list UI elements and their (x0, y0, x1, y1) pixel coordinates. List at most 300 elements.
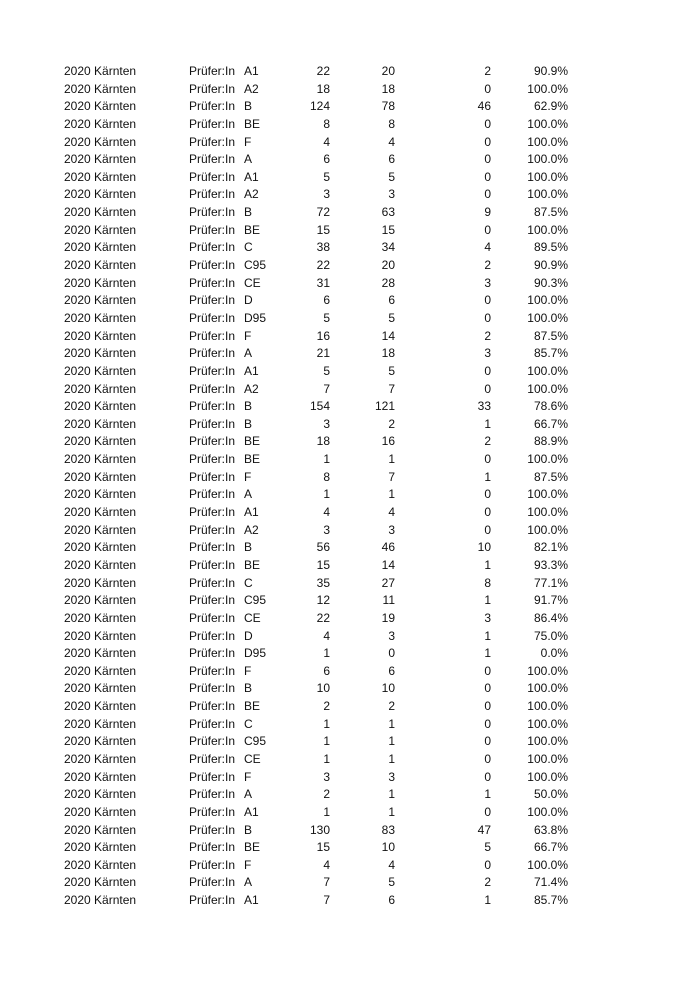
pass-rate-cell: 85.7% (533, 893, 568, 908)
role-cell: Prüfer:In (189, 222, 236, 237)
count-failed-cell: 0 (484, 381, 491, 396)
role-cell: Prüfer:In (189, 169, 236, 184)
data-table (0, 63, 700, 910)
count-total-cell: 8 (323, 469, 330, 484)
class-cell: B (244, 99, 253, 114)
count-failed-cell: 1 (484, 557, 491, 572)
count-failed-cell: 3 (484, 346, 491, 361)
count-failed-cell: 2 (484, 328, 491, 343)
role-cell: Prüfer:In (189, 787, 236, 802)
count-total-cell: 5 (323, 363, 330, 378)
place-cell: 2020 Kärnten (64, 540, 137, 555)
class-cell: A2 (244, 81, 259, 96)
pass-rate-cell: 0.0% (540, 646, 568, 661)
count-passed-cell: 3 (388, 628, 395, 643)
class-cell: F (244, 469, 252, 484)
class-cell: C95 (244, 258, 267, 273)
count-failed-cell: 0 (484, 769, 491, 784)
count-total-cell: 10 (316, 681, 330, 696)
place-cell: 2020 Kärnten (64, 787, 137, 802)
table-row (0, 63, 700, 81)
count-failed-cell: 0 (484, 522, 491, 537)
place-cell: 2020 Kärnten (64, 628, 137, 643)
role-cell: Prüfer:In (189, 840, 236, 855)
role-cell: Prüfer:In (189, 575, 236, 590)
count-passed-cell: 46 (381, 540, 395, 555)
count-failed-cell: 0 (484, 699, 491, 714)
role-cell: Prüfer:In (189, 699, 236, 714)
place-cell: 2020 Kärnten (64, 134, 137, 149)
count-failed-cell: 1 (484, 893, 491, 908)
table-row (0, 557, 700, 575)
pass-rate-cell: 100.0% (527, 81, 568, 96)
class-cell: D (244, 293, 253, 308)
count-total-cell: 18 (316, 81, 330, 96)
count-failed-cell: 1 (484, 646, 491, 661)
count-failed-cell: 0 (484, 505, 491, 520)
pass-rate-cell: 100.0% (527, 699, 568, 714)
table-row (0, 592, 700, 610)
count-total-cell: 35 (316, 575, 330, 590)
table-row (0, 804, 700, 822)
count-passed-cell: 1 (388, 751, 395, 766)
role-cell: Prüfer:In (189, 434, 236, 449)
place-cell: 2020 Kärnten (64, 64, 137, 78)
count-total-cell: 18 (316, 434, 330, 449)
role-cell: Prüfer:In (189, 681, 236, 696)
class-cell: A (244, 875, 253, 890)
class-cell: C (244, 240, 253, 255)
place-cell: 2020 Kärnten (64, 416, 137, 431)
count-total-cell: 38 (316, 240, 330, 255)
class-cell: CE (244, 610, 261, 625)
role-cell: Prüfer:In (189, 381, 236, 396)
table-row (0, 169, 700, 187)
pass-rate-cell: 100.0% (527, 751, 568, 766)
role-cell: Prüfer:In (189, 857, 236, 872)
class-cell: BE (244, 222, 261, 237)
place-cell: 2020 Kärnten (64, 875, 137, 890)
count-failed-cell: 4 (484, 240, 491, 255)
place-cell: 2020 Kärnten (64, 487, 137, 502)
pass-rate-cell: 50.0% (533, 787, 568, 802)
class-cell: C (244, 716, 253, 731)
class-cell: BE (244, 452, 261, 467)
table-row (0, 381, 700, 399)
class-cell: A2 (244, 187, 259, 202)
class-cell: B (244, 205, 253, 220)
count-passed-cell: 6 (388, 293, 395, 308)
table-row (0, 204, 700, 222)
class-cell: B (244, 540, 253, 555)
count-passed-cell: 2 (388, 699, 395, 714)
pass-rate-cell: 100.0% (527, 152, 568, 167)
count-failed-cell: 0 (484, 187, 491, 202)
count-total-cell: 1 (323, 804, 330, 819)
place-cell: 2020 Kärnten (64, 893, 137, 908)
count-failed-cell: 9 (484, 205, 491, 220)
count-passed-cell: 4 (388, 134, 395, 149)
count-passed-cell: 6 (388, 663, 395, 678)
table-row (0, 680, 700, 698)
role-cell: Prüfer:In (189, 346, 236, 361)
place-cell: 2020 Kärnten (64, 804, 137, 819)
table-row (0, 81, 700, 99)
table-row (0, 257, 700, 275)
count-passed-cell: 10 (381, 840, 395, 855)
class-cell: BE (244, 434, 261, 449)
count-total-cell: 5 (323, 169, 330, 184)
count-passed-cell: 121 (374, 399, 395, 414)
count-failed-cell: 2 (484, 875, 491, 890)
count-passed-cell: 19 (381, 610, 395, 625)
count-failed-cell: 1 (484, 593, 491, 608)
place-cell: 2020 Kärnten (64, 222, 137, 237)
role-cell: Prüfer:In (189, 310, 236, 325)
role-cell: Prüfer:In (189, 205, 236, 220)
count-failed-cell: 0 (484, 222, 491, 237)
place-cell: 2020 Kärnten (64, 187, 137, 202)
class-cell: D (244, 628, 253, 643)
count-total-cell: 1 (323, 716, 330, 731)
count-failed-cell: 5 (484, 840, 491, 855)
pass-rate-cell: 100.0% (527, 663, 568, 678)
count-total-cell: 4 (323, 505, 330, 520)
count-failed-cell: 0 (484, 134, 491, 149)
count-passed-cell: 14 (381, 328, 395, 343)
place-cell: 2020 Kärnten (64, 240, 137, 255)
count-passed-cell: 6 (388, 893, 395, 908)
count-failed-cell: 3 (484, 610, 491, 625)
pass-rate-cell: 100.0% (527, 222, 568, 237)
place-cell: 2020 Kärnten (64, 681, 137, 696)
place-cell: 2020 Kärnten (64, 152, 137, 167)
count-failed-cell: 0 (484, 293, 491, 308)
class-cell: A2 (244, 381, 259, 396)
table-row (0, 116, 700, 134)
role-cell: Prüfer:In (189, 275, 236, 290)
pass-rate-cell: 100.0% (527, 505, 568, 520)
count-total-cell: 15 (316, 222, 330, 237)
count-passed-cell: 83 (381, 822, 395, 837)
count-passed-cell: 1 (388, 487, 395, 502)
count-passed-cell: 3 (388, 769, 395, 784)
count-passed-cell: 3 (388, 187, 395, 202)
count-failed-cell: 33 (477, 399, 491, 414)
place-cell: 2020 Kärnten (64, 734, 137, 749)
pass-rate-cell: 100.0% (527, 804, 568, 819)
count-total-cell: 21 (316, 346, 330, 361)
count-total-cell: 8 (323, 116, 330, 131)
place-cell: 2020 Kärnten (64, 81, 137, 96)
count-total-cell: 1 (323, 452, 330, 467)
role-cell: Prüfer:In (189, 540, 236, 555)
class-cell: BE (244, 699, 261, 714)
table-row (0, 345, 700, 363)
count-passed-cell: 78 (381, 99, 395, 114)
class-cell: CE (244, 275, 261, 290)
count-total-cell: 1 (323, 734, 330, 749)
count-total-cell: 1 (323, 487, 330, 502)
class-cell: A (244, 346, 253, 361)
count-passed-cell: 8 (388, 116, 395, 131)
table-row (0, 469, 700, 487)
count-total-cell: 124 (309, 99, 330, 114)
class-cell: A1 (244, 804, 259, 819)
count-passed-cell: 14 (381, 557, 395, 572)
count-failed-cell: 0 (484, 116, 491, 131)
role-cell: Prüfer:In (189, 893, 236, 908)
count-passed-cell: 1 (388, 787, 395, 802)
class-cell: A (244, 152, 253, 167)
role-cell: Prüfer:In (189, 505, 236, 520)
pass-rate-cell: 100.0% (527, 363, 568, 378)
count-failed-cell: 3 (484, 275, 491, 290)
pass-rate-cell: 62.9% (533, 99, 568, 114)
count-total-cell: 16 (316, 328, 330, 343)
count-passed-cell: 18 (381, 81, 395, 96)
count-total-cell: 7 (323, 875, 330, 890)
role-cell: Prüfer:In (189, 187, 236, 202)
count-total-cell: 1 (323, 751, 330, 766)
table-row (0, 151, 700, 169)
pass-rate-cell: 77.1% (533, 575, 568, 590)
place-cell: 2020 Kärnten (64, 258, 137, 273)
count-total-cell: 22 (316, 258, 330, 273)
class-cell: F (244, 663, 252, 678)
count-failed-cell: 0 (484, 663, 491, 678)
count-passed-cell: 0 (388, 646, 395, 661)
place-cell: 2020 Kärnten (64, 116, 137, 131)
table-row (0, 733, 700, 751)
table-row (0, 486, 700, 504)
count-failed-cell: 1 (484, 416, 491, 431)
table-row (0, 539, 700, 557)
table-row (0, 239, 700, 257)
table-row (0, 134, 700, 152)
role-cell: Prüfer:In (189, 769, 236, 784)
role-cell: Prüfer:In (189, 293, 236, 308)
class-cell: A2 (244, 522, 259, 537)
class-cell: C95 (244, 593, 267, 608)
class-cell: B (244, 822, 253, 837)
pass-rate-cell: 66.7% (533, 840, 568, 855)
count-passed-cell: 20 (381, 258, 395, 273)
count-passed-cell: 1 (388, 734, 395, 749)
count-passed-cell: 5 (388, 875, 395, 890)
class-cell: A1 (244, 893, 259, 908)
table-row (0, 433, 700, 451)
count-passed-cell: 1 (388, 804, 395, 819)
role-cell: Prüfer:In (189, 663, 236, 678)
count-passed-cell: 27 (381, 575, 395, 590)
count-total-cell: 5 (323, 310, 330, 325)
place-cell: 2020 Kärnten (64, 751, 137, 766)
role-cell: Prüfer:In (189, 734, 236, 749)
count-passed-cell: 2 (388, 416, 395, 431)
place-cell: 2020 Kärnten (64, 593, 137, 608)
table-row (0, 275, 700, 293)
pass-rate-cell: 78.6% (533, 399, 568, 414)
pass-rate-cell: 100.0% (527, 716, 568, 731)
table-row (0, 822, 700, 840)
count-passed-cell: 3 (388, 522, 395, 537)
count-total-cell: 72 (316, 205, 330, 220)
count-failed-cell: 0 (484, 804, 491, 819)
place-cell: 2020 Kärnten (64, 293, 137, 308)
count-total-cell: 22 (316, 610, 330, 625)
class-cell: BE (244, 557, 261, 572)
pass-rate-cell: 100.0% (527, 134, 568, 149)
table-row (0, 645, 700, 663)
count-failed-cell: 0 (484, 716, 491, 731)
place-cell: 2020 Kärnten (64, 434, 137, 449)
pass-rate-cell: 100.0% (527, 734, 568, 749)
count-total-cell: 12 (316, 593, 330, 608)
count-total-cell: 6 (323, 152, 330, 167)
count-passed-cell: 5 (388, 310, 395, 325)
count-failed-cell: 47 (477, 822, 491, 837)
count-failed-cell: 1 (484, 469, 491, 484)
table-row (0, 416, 700, 434)
count-passed-cell: 34 (381, 240, 395, 255)
place-cell: 2020 Kärnten (64, 328, 137, 343)
place-cell: 2020 Kärnten (64, 310, 137, 325)
class-cell: F (244, 134, 252, 149)
role-cell: Prüfer:In (189, 610, 236, 625)
table-row (0, 751, 700, 769)
count-failed-cell: 0 (484, 857, 491, 872)
table-row (0, 222, 700, 240)
place-cell: 2020 Kärnten (64, 575, 137, 590)
count-total-cell: 3 (323, 522, 330, 537)
pass-rate-cell: 90.9% (533, 64, 568, 78)
class-cell: A (244, 487, 253, 502)
class-cell: B (244, 416, 253, 431)
table-row (0, 698, 700, 716)
place-cell: 2020 Kärnten (64, 646, 137, 661)
count-failed-cell: 0 (484, 734, 491, 749)
pass-rate-cell: 100.0% (527, 452, 568, 467)
place-cell: 2020 Kärnten (64, 505, 137, 520)
count-total-cell: 4 (323, 628, 330, 643)
role-cell: Prüfer:In (189, 487, 236, 502)
pass-rate-cell: 71.4% (533, 875, 568, 890)
count-passed-cell: 18 (381, 346, 395, 361)
count-total-cell: 15 (316, 557, 330, 572)
count-failed-cell: 46 (477, 99, 491, 114)
place-cell: 2020 Kärnten (64, 557, 137, 572)
pass-rate-cell: 63.8% (533, 822, 568, 837)
table-row (0, 839, 700, 857)
count-total-cell: 3 (323, 769, 330, 784)
class-cell: A1 (244, 505, 259, 520)
count-failed-cell: 10 (477, 540, 491, 555)
table-row (0, 716, 700, 734)
place-cell: 2020 Kärnten (64, 363, 137, 378)
table-row (0, 663, 700, 681)
count-failed-cell: 2 (484, 258, 491, 273)
role-cell: Prüfer:In (189, 99, 236, 114)
count-failed-cell: 1 (484, 787, 491, 802)
pass-rate-cell: 87.5% (533, 328, 568, 343)
class-cell: A1 (244, 64, 259, 78)
class-cell: A (244, 787, 253, 802)
count-failed-cell: 0 (484, 681, 491, 696)
count-total-cell: 130 (309, 822, 330, 837)
count-total-cell: 6 (323, 663, 330, 678)
pass-rate-cell: 100.0% (527, 769, 568, 784)
count-failed-cell: 0 (484, 310, 491, 325)
count-passed-cell: 11 (382, 593, 395, 608)
place-cell: 2020 Kärnten (64, 205, 137, 220)
pass-rate-cell: 100.0% (527, 187, 568, 202)
place-cell: 2020 Kärnten (64, 399, 137, 414)
pass-rate-cell: 82.1% (533, 540, 568, 555)
role-cell: Prüfer:In (189, 751, 236, 766)
place-cell: 2020 Kärnten (64, 840, 137, 855)
count-passed-cell: 7 (388, 469, 395, 484)
table-row (0, 857, 700, 875)
count-failed-cell: 0 (484, 487, 491, 502)
role-cell: Prüfer:In (189, 416, 236, 431)
count-passed-cell: 63 (381, 205, 395, 220)
count-passed-cell: 5 (388, 363, 395, 378)
class-cell: BE (244, 840, 261, 855)
pass-rate-cell: 90.9% (533, 258, 568, 273)
pass-rate-cell: 86.4% (533, 610, 568, 625)
class-cell: B (244, 681, 253, 696)
count-failed-cell: 0 (484, 751, 491, 766)
role-cell: Prüfer:In (189, 646, 236, 661)
class-cell: A1 (244, 169, 259, 184)
role-cell: Prüfer:In (189, 152, 236, 167)
count-total-cell: 3 (323, 416, 330, 431)
table-row (0, 451, 700, 469)
table-row (0, 575, 700, 593)
table-row (0, 874, 700, 892)
count-total-cell: 31 (316, 275, 330, 290)
table-row (0, 628, 700, 646)
pass-rate-cell: 100.0% (527, 381, 568, 396)
count-total-cell: 2 (323, 787, 330, 802)
table-row (0, 398, 700, 416)
role-cell: Prüfer:In (189, 593, 236, 608)
role-cell: Prüfer:In (189, 116, 236, 131)
class-cell: F (244, 857, 252, 872)
table-row (0, 328, 700, 346)
count-total-cell: 4 (323, 857, 330, 872)
pass-rate-cell: 66.7% (533, 416, 568, 431)
role-cell: Prüfer:In (189, 64, 236, 78)
count-total-cell: 4 (323, 134, 330, 149)
count-passed-cell: 1 (388, 716, 395, 731)
role-cell: Prüfer:In (189, 452, 236, 467)
count-total-cell: 7 (323, 893, 330, 908)
pass-rate-cell: 90.3% (533, 275, 568, 290)
table-row (0, 363, 700, 381)
count-failed-cell: 0 (484, 152, 491, 167)
count-total-cell: 7 (323, 381, 330, 396)
count-passed-cell: 6 (388, 152, 395, 167)
class-cell: BE (244, 116, 261, 131)
pass-rate-cell: 75.0% (533, 628, 568, 643)
pass-rate-cell: 89.5% (533, 240, 568, 255)
class-cell: C95 (244, 734, 267, 749)
table-row (0, 786, 700, 804)
place-cell: 2020 Kärnten (64, 452, 137, 467)
class-cell: B (244, 399, 253, 414)
